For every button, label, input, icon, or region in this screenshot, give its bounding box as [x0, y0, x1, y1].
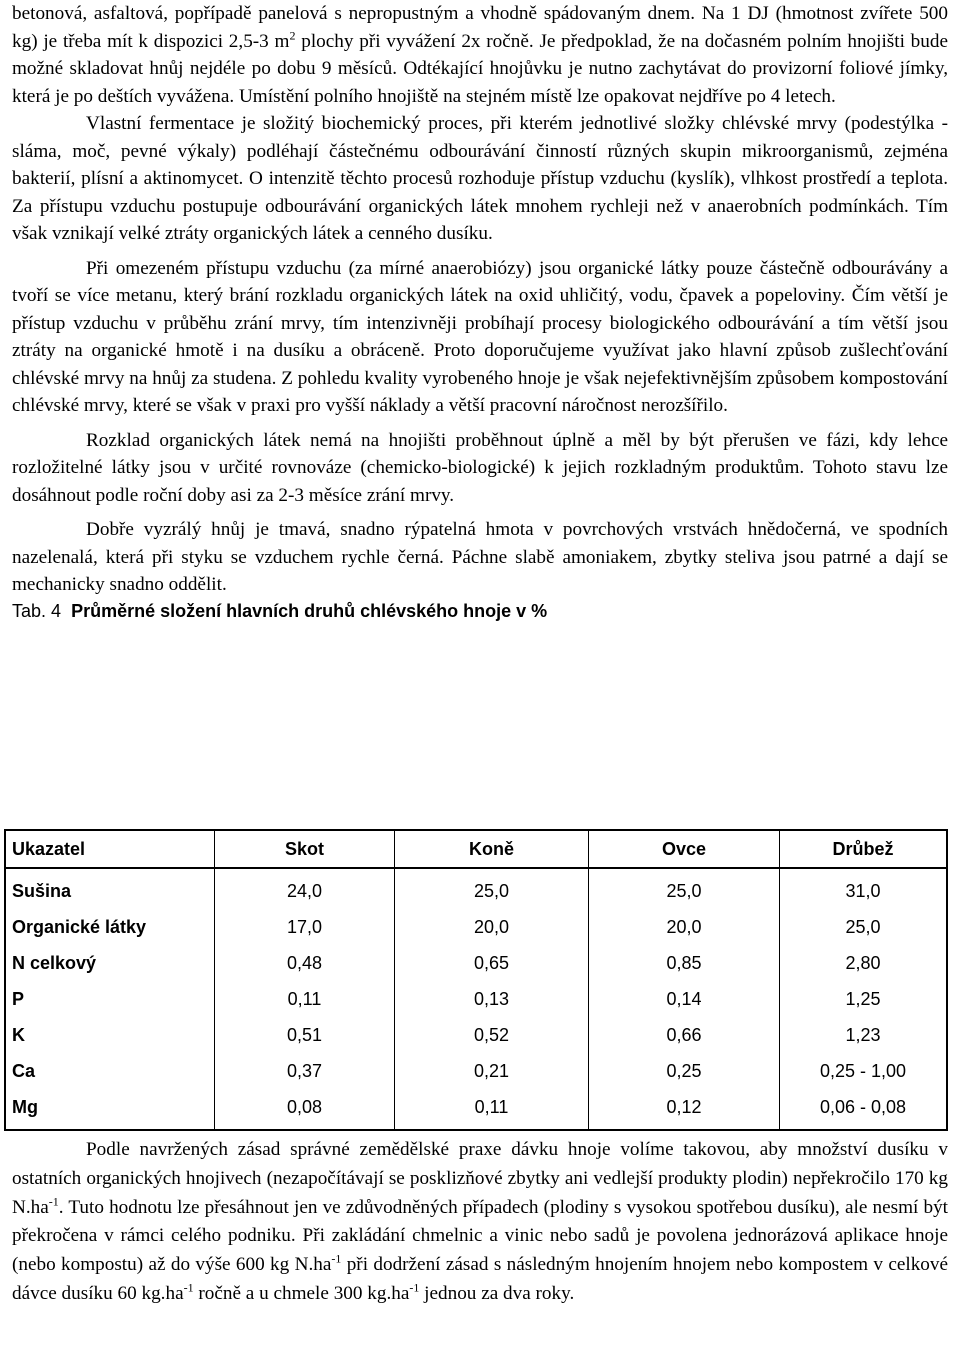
table-caption-label: Tab. 4	[12, 600, 62, 621]
table-row	[5, 1089, 947, 1130]
superscript: -1	[331, 1251, 342, 1266]
table-cell: 0,65	[395, 945, 589, 981]
paragraph-fermentace: Vlastní fermentace je složitý biochemický proces, při kterém jednotlivé složky chlévské mrvy (podestýlka - sláma, moč, pevné výkaly) podléhají částečnému odbourávání činností různých skupin mikroorganismů, zejména bakterií, plísní a aktinomycet. O intenzitě těchto procesů rozhoduje přístup vzduchu (kyslík), vlhkost prostředí a teplota. Za přístupu vzduchu postupuje odbourávání organických látek mnohem rychleji než v anaerobních podmínkách. Tím však vznikají velké ztráty organických látek a cenného dusíku.	[12, 113, 948, 244]
table-cell: 24,0	[215, 868, 395, 909]
table-cell: 0,52	[395, 1017, 589, 1053]
table-cell: 0,25	[589, 1053, 780, 1089]
superscript: 2	[289, 28, 296, 43]
superscript: -1	[48, 1194, 59, 1209]
table-cell: 25,0	[589, 868, 780, 909]
table-row	[5, 1017, 947, 1053]
paragraph-text: plochy při vyvážení 2x ročně. Je předpoklad, že na dočasném polním hnojišti bude možné skladovat hnůj nejdéle po dobu 9 měsíců. Odtékající hnojůvku je nutno zachytávat do provizorní foliové jímky, která je po deštích vyvážena. Umístění polního hnojiště na stejném místě lze opakovat nejdříve po 4 letech.	[12, 30, 948, 107]
table-header-row	[5, 830, 947, 868]
paragraph-text: ročně a u chmele 300 kg.ha	[193, 1282, 410, 1304]
table-row	[5, 945, 947, 981]
table-row	[5, 1053, 947, 1089]
table-cell: 0,48	[215, 945, 395, 981]
table-cell: 25,0	[845, 916, 881, 937]
composition-table	[4, 829, 948, 1131]
paragraph-text: jednou za dva roky.	[419, 1282, 575, 1304]
table-row	[5, 909, 947, 945]
paragraph-rozklad: Rozklad organických látek nemá na hnojišti proběhnout úplně a měl by být přerušen ve fázi, kdy lehce rozložitelné látky jsou v určité rovnováze (chemicko-biologické) k jejich rozkladným produktům. Tohoto stavu lze dosáhnout podle roční doby asi za 2-3 měsíce zrání mrvy.	[12, 429, 948, 506]
table-cell: 0,85	[589, 945, 780, 981]
table-cell: 25,0	[395, 868, 589, 909]
table-cell: 31,0	[845, 880, 881, 901]
table-cell: 17,0	[215, 909, 395, 945]
table-cell: 1,25	[845, 988, 881, 1009]
header-skot: Skot	[215, 830, 395, 868]
row-label: P	[5, 981, 215, 1017]
paragraph-omezeny-pristup: Při omezeném přístupu vzduchu (za mírné anaerobiózy) jsou organické látky pouze částečně odbourávány a tvoří se více metanu, který brání rozkladu organických látek na oxid uhličitý, vodu, čpavek a popeloviny. Čím větší je přístup vzduchu v průběhu zrání mrvy, tím intenzivněji probíhají procesy biologického odbourávání a tím větší jsou ztráty na organické hmotě i na dusíku a obráceně. Proto doporučujeme využívat jako hlavní způsob zušlechťování chlévské mrvy na hnůj za studena. Z pohledu kvality vyrobeného hnoje je však nejefektivnějším způsobem kompostování chlévské mrvy, které se však v praxi pro vyšší náklady a větší pracovní náročnost nerozšířilo.	[12, 257, 948, 416]
paragraph-text: . Tuto hodnotu lze přesáhnout jen ve zdůvodněných případech (plodiny s vysokou spotřebou dusíku), ale nesmí být překročena v rámci celého podniku. Při zakládání chmelnic a vinic nebo sadů je povolena jednorázová aplikace hnoje (nebo kompostu) až do výše 600 kg N.ha	[12, 1196, 948, 1276]
header-kone: Koně	[395, 830, 589, 868]
table-cell: 0,21	[395, 1053, 589, 1089]
table-cell: 2,80	[845, 952, 881, 973]
header-ukazatel: Ukazatel	[5, 830, 215, 868]
paragraph-hnojiste	[12, 0, 948, 110]
table-row	[5, 981, 947, 1017]
table-cell: 0,08	[215, 1089, 395, 1130]
table-cell: 0,11	[395, 1089, 589, 1130]
header-drubez: Drůbež	[780, 830, 948, 868]
table-cell: 20,0	[589, 909, 780, 945]
paragraph-vyzraly-hnuj: Dobře vyzrálý hnůj je tmavá, snadno rýpatelná hmota v povrchových vrstvách hnědočerná, ve spodních nazelenalá, která při styku se vzduchem rychle černá. Páchne slabě amoniakem, zbytky steliva jsou patrné a dají se mechanicky snadno oddělit.	[12, 519, 948, 595]
table-cell: 0,37	[215, 1053, 395, 1089]
table-cell: 0,66	[589, 1017, 780, 1053]
row-label: Ca	[5, 1053, 215, 1089]
row-label: K	[5, 1017, 215, 1053]
table-cell: 0,12	[589, 1089, 780, 1130]
paragraph-text: při dodržení zásad s následným hnojením hnojem nebo kompostem v celkové dávce dusíku 60 kg.ha	[12, 1254, 948, 1304]
table-cell: 20,0	[395, 909, 589, 945]
row-label: Organické látky	[5, 909, 215, 945]
superscript: -1	[409, 1280, 420, 1295]
table-cell: 1,23	[845, 1024, 881, 1045]
document-page	[12, 0, 948, 625]
table-cell: 0,14	[589, 981, 780, 1017]
table-row	[5, 868, 947, 909]
table-caption-title: Průměrné složení hlavních druhů chlévského hnoje v %	[71, 600, 548, 621]
paragraph-text: Podle navržených zásad správné zemědělské praxe dávku hnoje volíme takovou, aby množství dusíku v ostatních organických hnojivech (nezapočítávají se posklizňové zbytky ani vedlejší produkty plodin) nepřekročilo 170 kg N.ha	[12, 1139, 948, 1218]
paragraph-davka-hnoje	[12, 1136, 948, 1309]
table-cell: 0,11	[215, 981, 395, 1017]
row-label: Sušina	[5, 868, 215, 909]
row-label: N celkový	[5, 945, 215, 981]
table-cell: 0,51	[215, 1017, 395, 1053]
superscript: -1	[183, 1280, 194, 1295]
header-ovce: Ovce	[589, 830, 780, 868]
table-cell: 0,06 - 0,08	[819, 1096, 907, 1117]
table-cell: 0,25 - 1,00	[819, 1060, 907, 1081]
row-label: Mg	[5, 1089, 215, 1130]
table-cell: 0,13	[395, 981, 589, 1017]
table-caption	[12, 599, 948, 625]
paragraph-text: betonová, asfaltová, popřípadě panelová s nepropustným a vhodně spádovaným dnem. Na 1 DJ (hmotnost zvířete 500 kg) je třeba mít k dispozici 2,5-3 m	[12, 3, 948, 52]
